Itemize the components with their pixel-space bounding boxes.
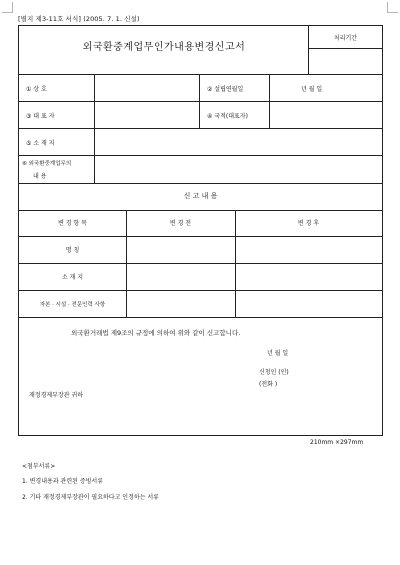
form-code: [별지 제3-11호 서식] (2005. 7. 1. 신설) <box>18 15 140 23</box>
divider <box>19 290 382 291</box>
row-location-label: 소 재 지 <box>61 274 84 281</box>
divider <box>19 183 382 184</box>
divider <box>308 48 383 49</box>
header-after: 변 경 후 <box>297 220 320 227</box>
trade-name-label: ① 상 호 <box>26 86 47 93</box>
declaration-statement: 외국환거래법 제9조의 규정에 의하여 위와 같이 신고합니다. <box>71 329 241 337</box>
attachment-item: 1. 변경내용과 관련된 증빙서류 <box>22 478 103 485</box>
row-capital-label: 자본 · 시설 · 전문인력 사항 <box>39 302 106 308</box>
divider <box>19 317 382 318</box>
divider <box>19 263 382 264</box>
phone-line: (전화 ) <box>259 381 278 388</box>
report-form <box>18 25 383 436</box>
business-content-label: ⑥ 외국환중계업무의 <box>22 161 72 167</box>
addressee: 재정경제부장관 귀하 <box>29 392 84 399</box>
applicant-line: 신청인 (인) <box>259 369 289 376</box>
divider <box>199 74 200 128</box>
location-label: ⑤ 소 재 지 <box>26 140 55 147</box>
divider <box>19 210 382 211</box>
divider <box>19 128 382 129</box>
divider <box>19 74 382 75</box>
paper-size: 210mm ×297mm <box>310 439 364 446</box>
business-content-label-2: 내 용 <box>33 173 47 180</box>
processing-period-label: 처리기간 <box>333 35 358 42</box>
attachments-header: <첨부서류> <box>22 463 56 470</box>
declaration-date-slots: 년 월 일 <box>267 350 289 357</box>
divider <box>269 74 270 128</box>
divider <box>19 101 382 102</box>
nationality-label: ④ 국적(대표자) <box>207 113 248 120</box>
crop-mark-left <box>2 2 13 13</box>
section-title: 신 고 내 용 <box>183 192 218 200</box>
attachment-item: 2. 기타 재정경제부장관이 필요하다고 인정하는 서류 <box>22 494 159 501</box>
divider <box>19 236 382 237</box>
divider <box>19 155 382 156</box>
establishment-date-slots: 년 월 일 <box>301 86 323 93</box>
establishment-date-label: ② 설립연월일 <box>207 86 244 93</box>
row-name-label: 명 칭 <box>65 247 80 254</box>
header-item: 변 경 항 목 <box>58 220 87 227</box>
header-before: 변 경 전 <box>169 220 192 227</box>
divider <box>94 74 95 183</box>
crop-mark-right <box>387 2 398 13</box>
representative-label: ③ 대 표 자 <box>26 113 55 120</box>
form-title: 외국환중계업무인가내용변경신고서 <box>82 42 246 53</box>
